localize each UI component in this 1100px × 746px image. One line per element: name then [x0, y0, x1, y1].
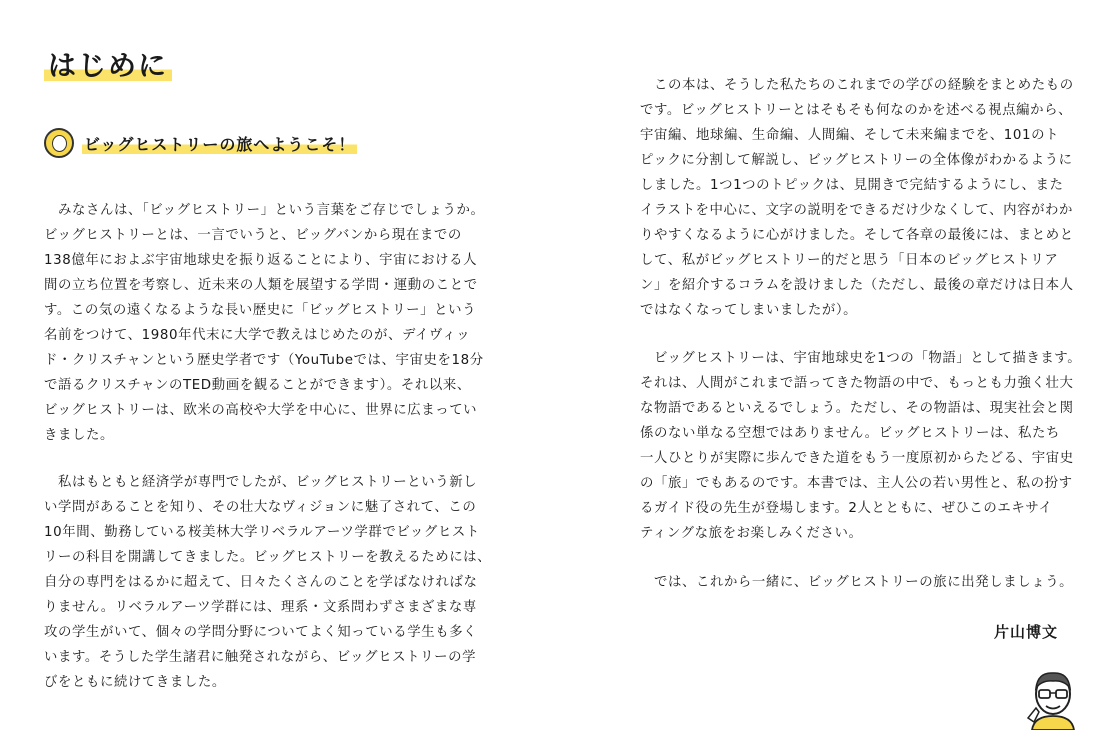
text-line: リーの科目を開講してきました。ビッグヒストリーを教えるためには、 [44, 550, 492, 565]
text-line: るガイド役の先生が登場します。2人とともに、ぜひこのエキサイ [640, 501, 1053, 516]
text-line: ピックに分割して解説し、ビッグヒストリーの全体像がわかるように [640, 153, 1073, 168]
text-line: い学問があることを知り、その壮大なヴィジョンに魅了されて、この [44, 500, 477, 515]
text-line: 係のない単なる空想ではありません。ビッグヒストリーは、私たち [640, 426, 1060, 441]
text-line: 一人ひとりが実際に歩んできた道をもう一度原初からたどる、宇宙史 [640, 451, 1074, 466]
text-line: 10年間、勤務している桜美林大学リベラルアーツ学群でビッグヒスト [44, 525, 480, 540]
text-line: 名前をつけて、1980年代末に大学で教えはじめたのが、デイヴィッ [44, 328, 471, 343]
text-line: です。ビッグヒストリーとはそもそも何なのかを述べる視点編から、 [640, 103, 1073, 118]
text-line: りません。リベラルアーツ学群には、理系・文系問わずさまざまな専 [44, 600, 477, 615]
intro-paragraph-5 [640, 570, 1073, 595]
text-line: 私はもともと経済学が専門でしたが、ビッグヒストリーという新し [44, 475, 478, 490]
right-page [550, 0, 1100, 746]
text-line: 間の立ち位置を考察し、近未来の人類を展望する学問・運動のことで [44, 278, 478, 293]
text-line: みなさんは、「ビッグヒストリー」という言葉をご存じでしょうか。 [44, 203, 485, 218]
text-line: ティングな旅をお楽しみください。 [640, 526, 863, 541]
intro-paragraph-4 [640, 346, 1081, 546]
subheading-text: ビッグヒストリーの旅へようこそ！ [82, 132, 357, 155]
text-line: びをともに続けてきました。 [44, 675, 226, 690]
text-line: 攻の学生がいて、個々の学問分野についてよく知っている学生も多く [44, 625, 478, 640]
guide-character-icon [44, 128, 74, 158]
text-line: ビッグヒストリーは、欧米の高校や大学を中心に、世界に広まってい [44, 403, 478, 418]
text-line: す。この気の遠くなるような長い歴史に「ビッグヒストリー」という [44, 303, 477, 318]
text-line: います。そうした学生諸君に触発されながら、ビッグヒストリーの学 [44, 650, 477, 665]
chapter-title: はじめに [44, 48, 172, 84]
author-portrait-icon [1024, 668, 1082, 730]
text-line: 自分の専門をはるかに超えて、日々たくさんのことを学ばなければな [44, 575, 478, 590]
intro-paragraph-2 [44, 470, 491, 695]
text-line: で語るクリスチャンのTED動画を観ることができます）。それ以来、 [44, 378, 471, 393]
text-line: ではなくなってしまいましたが）。 [640, 303, 858, 318]
author-name: 片山博文 [993, 623, 1058, 641]
text-line: きました。 [44, 428, 114, 443]
text-line: して、私がビッグヒストリー的だと思う「日本のビッグヒストリア [640, 253, 1059, 268]
intro-paragraph-3 [640, 73, 1074, 323]
intro-paragraph-1 [44, 198, 484, 448]
text-line: ン」を紹介するコラムを設けました（ただし、最後の章だけは日本人 [640, 278, 1074, 293]
text-line: 宇宙編、地球編、生命編、人間編、そして未来編までを、101のト [640, 128, 1060, 143]
text-line: りやすくなるように心がけました。そして各章の最後には、まとめと [640, 228, 1074, 243]
text-line: では、これから一緒に、ビッグヒストリーの旅に出発しましょう。 [640, 575, 1074, 590]
text-line: ビッグヒストリーは、宇宙地球史を1つの「物語」として描きます。 [640, 351, 1082, 366]
text-line: な物語であるといえるでしょう。ただし、その物語は、現実社会と関 [640, 401, 1074, 416]
subheading [44, 128, 357, 158]
text-line: この本は、そうした私たちのこれまでの学びの経験をまとめたもの [640, 78, 1074, 93]
text-line: イラストを中心に、文字の説明をできるだけ少なくして、内容がわか [640, 203, 1074, 218]
text-line: それは、人間がこれまで語ってきた物語の中で、もっとも力強く壮大 [640, 376, 1074, 391]
text-line: しました。1つ1つのトピックは、見開きで完結するようにし、また [640, 178, 1064, 193]
text-line: の「旅」でもあるのです。本書では、主人公の若い男性と、私の扮す [640, 476, 1073, 491]
text-line: ビッグヒストリーとは、一言でいうと、ビッグバンから現在までの [44, 228, 462, 243]
text-line: ド・クリスチャンという歴史学者です（YouTubeでは、宇宙史を18分 [44, 353, 484, 368]
text-line: 138億年におよぶ宇宙地球史を振り返ることにより、宇宙における人 [44, 253, 478, 268]
